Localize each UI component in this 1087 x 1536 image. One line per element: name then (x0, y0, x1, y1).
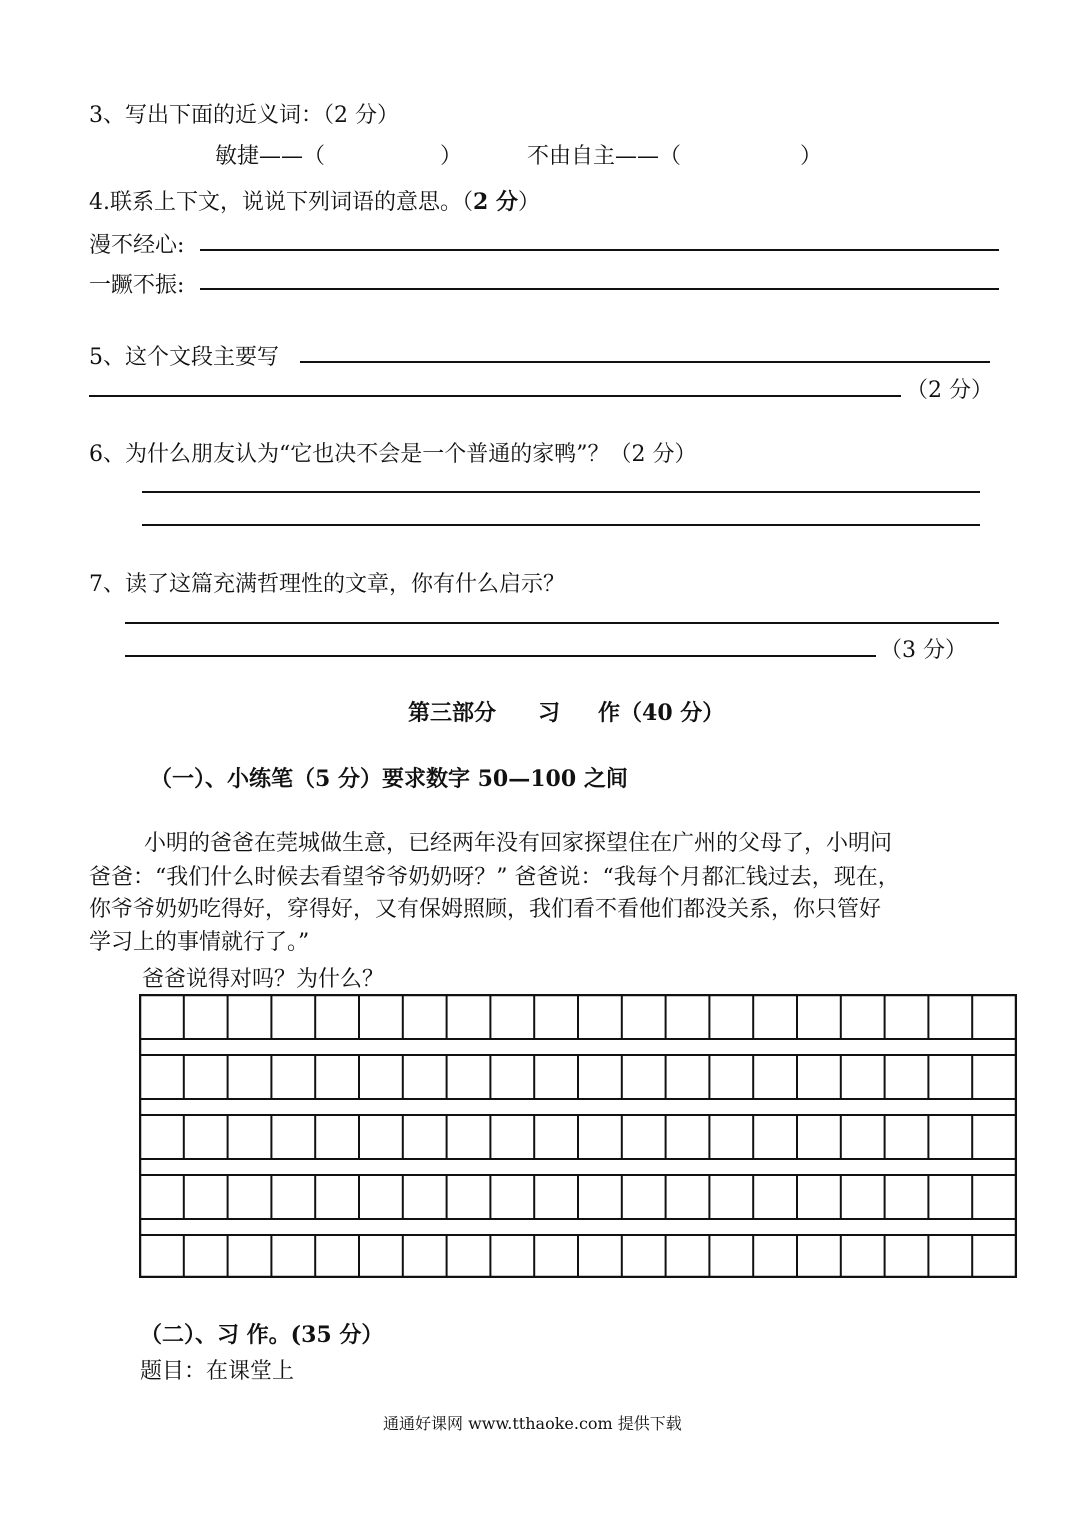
q7-prompt: 7、读了这篇充满哲理性的文章，你有什么启示？ (89, 572, 565, 597)
part3-title-a: 第三部分 (408, 700, 497, 726)
writing-grid-svg (139, 994, 1017, 1278)
q4-answer-line-2[interactable] (200, 288, 999, 290)
section2-topic: 题目：在课堂上 (140, 1359, 295, 1384)
part3-title-b: 习 (538, 700, 561, 726)
q4-term2: 一蹶不振: (89, 273, 185, 298)
q3-prompt: 3、写出下面的近义词：（2 分） (89, 103, 399, 128)
q3-item2: 不由自主——（ (527, 144, 682, 169)
section1-para-line-1: 小明的爸爸在莞城做生意，已经两年没有回家探望住在广州的父母了，小明问 (144, 831, 893, 856)
part3-title-c: 作（40 分） (598, 700, 725, 726)
q6-answer-line-1[interactable] (142, 491, 980, 493)
section1-para-line-4: 学习上的事情就行了。” (89, 930, 310, 955)
section1-para-line-2: 爸爸：“我们什么时候去看望爷爷奶奶呀？” 爸爸说：“我每个月都汇钱过去，现在， (89, 865, 900, 890)
q7-answer-line-1[interactable] (125, 622, 999, 624)
q4-prompt-end: ） (517, 190, 540, 215)
q6-answer-line-2[interactable] (142, 524, 980, 526)
q7-answer-line-2[interactable] (125, 655, 876, 657)
section1-question: 爸爸说得对吗？为什么？ (142, 967, 385, 992)
q5-score: （2 分） (906, 378, 993, 403)
writing-grid[interactable] (139, 994, 1017, 1278)
q4-prompt (89, 185, 540, 216)
q4-term1: 漫不经心: (89, 233, 185, 258)
section1-heading: （一）、小练笔（5 分）要求数字 50—100 之间 (150, 766, 628, 792)
q7-score: （3 分） (880, 638, 967, 663)
q3-item1-close: ） (440, 144, 463, 169)
q3-item1: 敏捷——（ (215, 144, 326, 169)
q5-answer-line-2[interactable] (89, 395, 901, 397)
section1-para-line-3: 你爷爷奶奶吃得好，穿得好，又有保姆照顾，我们看不看他们都没关系，你只管好 (89, 897, 882, 922)
part3-title (408, 696, 724, 727)
q4-prompt-main: 4.联系上下文，说说下列词语的意思。（ (89, 190, 473, 215)
q5-answer-line-1[interactable] (300, 361, 990, 363)
section2-heading: （二）、习 作。(35 分） (140, 1322, 384, 1348)
q4-answer-line-1[interactable] (200, 249, 999, 251)
q3-item2-close: ） (800, 144, 823, 169)
q4-prompt-score: 2 分 (473, 189, 518, 215)
footer-text: 通通好课网 www.tthaoke.com 提供下载 (383, 1414, 682, 1433)
q5-prompt: 5、这个文段主要写 (89, 345, 279, 370)
q6-prompt: 6、为什么朋友认为“它也决不会是一个普通的家鸭”？（2 分） (89, 442, 697, 467)
